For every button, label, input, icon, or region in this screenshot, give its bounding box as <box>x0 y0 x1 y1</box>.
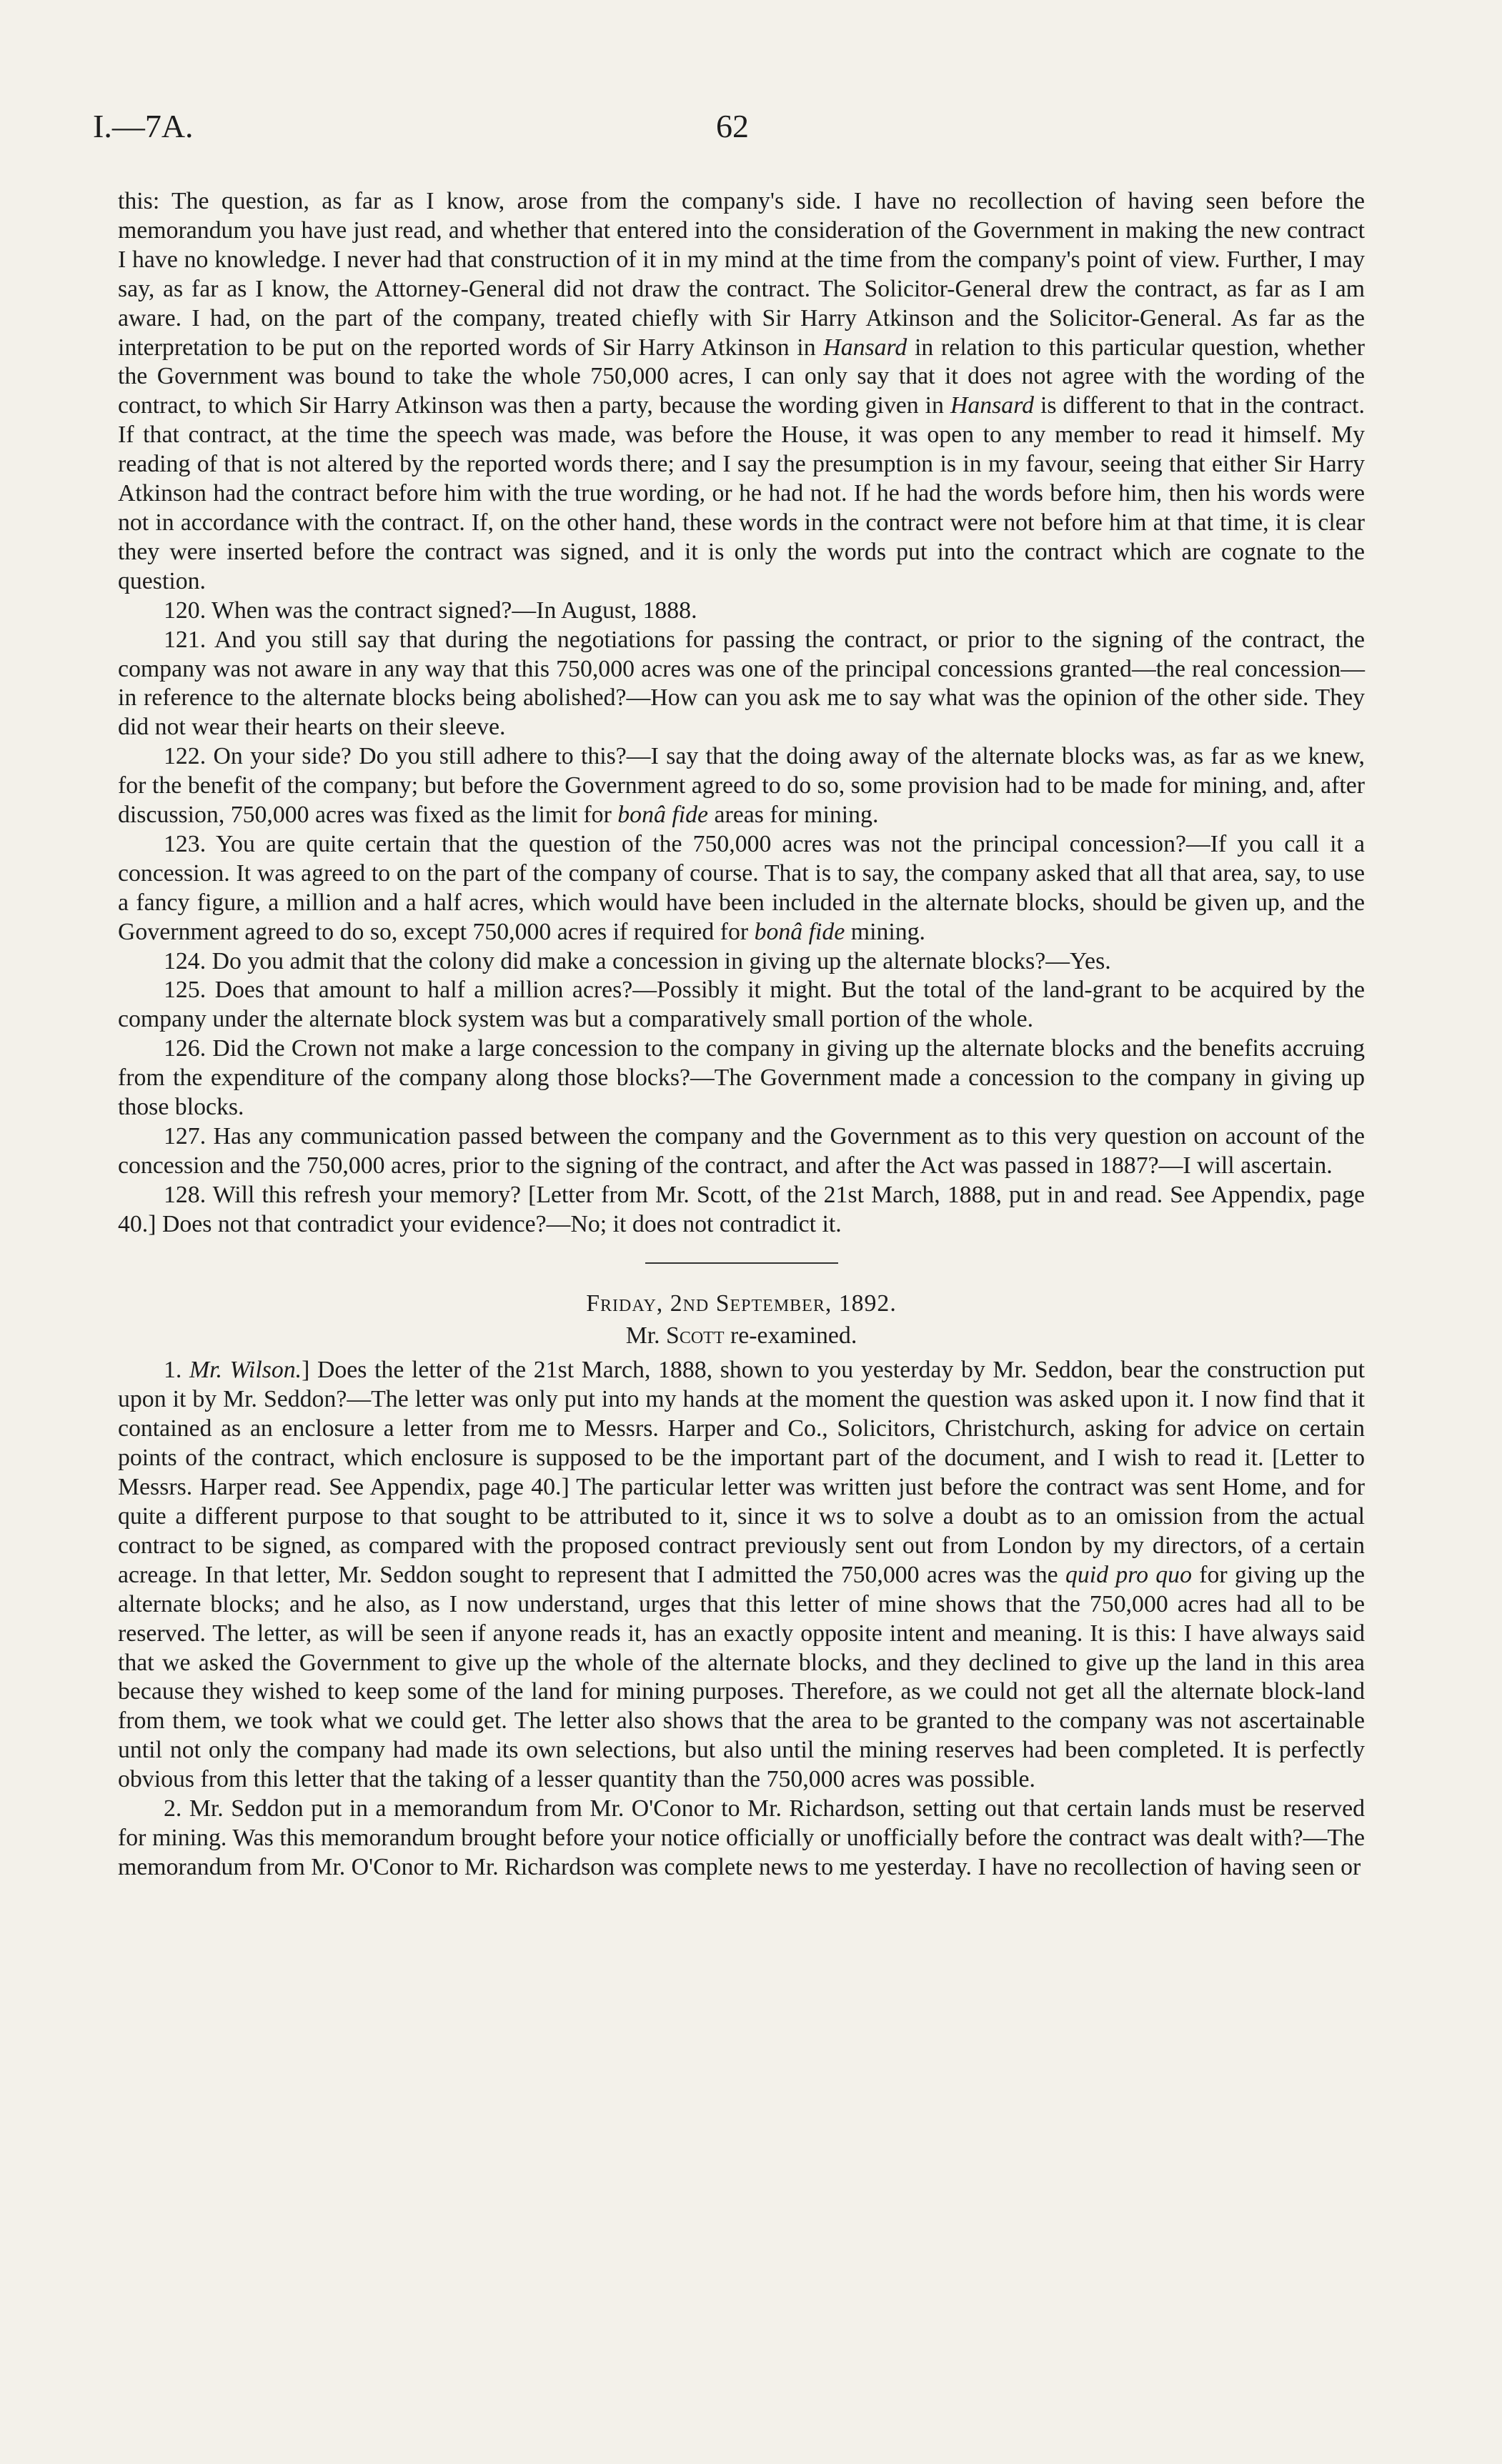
question-number: 125. <box>164 977 207 1004</box>
question-paragraph <box>118 947 1365 977</box>
question-number: 128. <box>164 1181 207 1208</box>
question-number: 126. <box>164 1035 207 1062</box>
question-paragraph <box>118 597 1365 626</box>
paragraph-text: And you still say that during the negotiations for passing the contract, or prior to the signing of the contract, the company was not aware in any way that this 750,000 acres was one of the principal concessions granted—the real concession—in reference to the alternate blocks being abolished?—How can you ask me to say what was the opinion of the other side. They did not wear their hearts on their sleeve. <box>118 626 1365 741</box>
paragraph-text: When was the contract signed?—In August, 1888. <box>206 597 697 624</box>
paragraph-text: for giving up the alternate blocks; and he also, as I now understand, urges that this letter of mine shows that the 750,000 acres had all to be reserved. The letter, as will be seen if anyone reads it, has an exactly opposite intent and meaning. It is this: I have always said that we asked the Government to give up the whole of the alternate blocks, and they declined to give up the land in this area because they wished to keep some of the land for mining purposes. Therefore, as we could not get all the alternate block-land from them, we took what we could get. The letter also shows that the area to be granted to the company was not ascertainable until not only the company had made its own selections, but also until the mining reserves had been completed. It is perfectly obvious from this letter that the taking of a lesser quantity than the 750,000 acres was possible. <box>118 1561 1365 1793</box>
question-paragraph <box>118 1034 1365 1122</box>
witness-suffix: re-examined. <box>724 1322 857 1349</box>
paragraph-text: Has any communication passed between the company and the Government as to this very question on account of the concession and the 750,000 acres, prior to the signing of the contract, and after the Act was passed in 1887?—I will ascertain. <box>118 1123 1365 1179</box>
paragraph-text: mining. <box>845 918 926 945</box>
paragraph-text: is different to that in the contract. If that contract, at the time the speech was made, was before the House, it was open to any member to read it himself. My reading of that is not altered by the reported words there; and I say the presumption is in my favour, seeing that either Sir Harry Atkinson had the contract before him with the true wording, or he had not. If he had the words before him, then his words were not in accordance with the contract. If, on the other hand, these words in the contract were not before him at that time, it is clear they were inserted before the contract was signed, and it is only the words put into the contract which are cognate to the question. <box>118 392 1365 594</box>
paragraph-text: this: The question, as far as I know, arose from the company's side. I have no recollection of having seen before the memorandum you have just read, and whether that entered into the consideration of the Government in making the new contract I have no knowledge. I never had that construction of it in my mind at the time from the company's point of view. Further, I may say, as far as I know, the Attorney-General did not draw the contract. The Solicitor-General drew the contract, as far as I am aware. I had, on the part of the company, treated chiefly with Sir Harry Atkinson and the Solicitor-General. As far as the interpretation to be put on the reported words of Sir Harry Atkinson in <box>118 188 1365 361</box>
document-body <box>118 187 1365 1882</box>
italic-text: Hansard <box>823 334 907 361</box>
paragraph-text <box>181 1357 189 1383</box>
paragraph-text: in relation to this particular question, whether the Government was bound to take the whole 750,000 acres, I can only say that it does not agree with the wording of the contract, to which Sir Harry Atkinson was then a party, because the wording given in <box>118 334 1366 419</box>
italic-text: quid pro quo <box>1065 1561 1192 1588</box>
question-number: 120. <box>164 597 207 624</box>
question-number: 124. <box>164 947 207 974</box>
paragraph-text: On your side? Do you still adhere to this?—I say that the doing away of the alternate blocks was, as far as we knew, for the benefit of the company; but before the Government agreed to do so, some provision had to be made for mining, and, after discussion, 750,000 acres was fixed as the limit for <box>118 743 1365 829</box>
question-paragraph <box>118 1795 1365 1882</box>
paragraph-text: areas for mining. <box>708 802 879 829</box>
question-paragraph <box>118 1181 1365 1240</box>
page-number: 62 <box>716 108 749 144</box>
question-number: 127. <box>164 1123 207 1149</box>
italic-text: Hansard <box>950 392 1035 419</box>
question-number: 123. <box>164 830 207 857</box>
italic-text: Mr. Wilson. <box>189 1357 302 1384</box>
testimony-part-1 <box>118 187 1365 1240</box>
paragraph-text: You are quite certain that the question of the 750,000 acres was not the principal concession?—If you call it a concession. It was agreed to on the part of the company of course. That is to say, the company asked that all that area, say, to use a fancy figure, a million and a half acres, which would have been included in the alternate blocks, should be given up, and the Government agreed to do so, except 750,000 acres if required for <box>118 830 1365 945</box>
paragraph-text: Does that amount to half a million acres?—Possibly it might. But the total of the land-grant to be acquired by the company under the alternate block system was but a comparatively small portion of the whole. <box>118 977 1365 1033</box>
italic-text: bonâ fide <box>754 918 845 945</box>
page-header <box>93 107 1372 150</box>
question-paragraph <box>118 1356 1365 1795</box>
italic-text: bonâ fide <box>617 802 709 829</box>
question-paragraph <box>118 830 1365 947</box>
paragraph-text: Do you admit that the colony did make a concession in giving up the alternate blocks?—Yes. <box>206 947 1111 974</box>
question-paragraph <box>118 1122 1365 1181</box>
question-number: 2. <box>164 1795 182 1822</box>
paragraph-text: Did the Crown not make a large concession to the company in giving up the alternate blocks and the benefits accruing from the expenditure of the company along those blocks?—The Government made a concession to the company in giving up those blocks. <box>118 1035 1365 1121</box>
paragraph-text: ] Does the letter of the 21st March, 1888, shown to you yesterday by Mr. Seddon, bear the construction put upon it by Mr. Seddon?—The letter was only put into my hands at the moment the question was asked upon it. I now find that it contained as an enclosure a letter from me to Messrs. Harper and Co., Solicitors, Christchurch, asking for advice on certain points of the contract, which enclosure is supposed to be the important part of the document, and I wish to read it. [Letter to Messrs. Harper read. See Appendix, page 40.] The particular letter was written just before the contract was sent Home, and for quite a different purpose to that sought to be attributed to it, since it ws to solve a doubt as to an omission from the actual contract to be signed, as compared with the proposed contract previously sent out from London by my directors, of a certain acreage. In that letter, Mr. Seddon sought to represent that I admitted the 750,000 acres was the <box>118 1357 1365 1588</box>
witness-prefix: Mr. <box>625 1322 667 1349</box>
document-reference: I.—7A. <box>93 108 194 144</box>
question-number: 122. <box>164 743 207 770</box>
testimony-part-2 <box>118 1356 1365 1882</box>
answer-continuation <box>118 187 1365 597</box>
question-number: 1. <box>164 1357 182 1384</box>
question-number: 121. <box>164 626 207 653</box>
paragraph-text: Mr. Seddon put in a memorandum from Mr. O'Conor to Mr. Richardson, setting out that certain lands must be reserved for mining. Was this memorandum brought before your notice officially or unofficially before the contract was dealt with?—The memorandum from Mr. O'Conor to Mr. Richardson was complete news to me yesterday. I have no recollection of having seen or <box>118 1795 1365 1880</box>
question-paragraph <box>118 976 1365 1034</box>
question-paragraph <box>118 626 1365 743</box>
paragraph-text: Will this refresh your memory? [Letter from Mr. Scott, of the 21st March, 1888, put in and read. See Appendix, page 40.] Does not that contradict your evidence?—No; it does not contradict it. <box>118 1181 1365 1237</box>
witness-heading <box>118 1322 1365 1351</box>
witness-name: Scott <box>666 1322 725 1349</box>
question-paragraph <box>118 742 1365 830</box>
section-divider <box>645 1262 838 1264</box>
date-heading: Friday, 2nd September, 1892. <box>586 1290 897 1317</box>
